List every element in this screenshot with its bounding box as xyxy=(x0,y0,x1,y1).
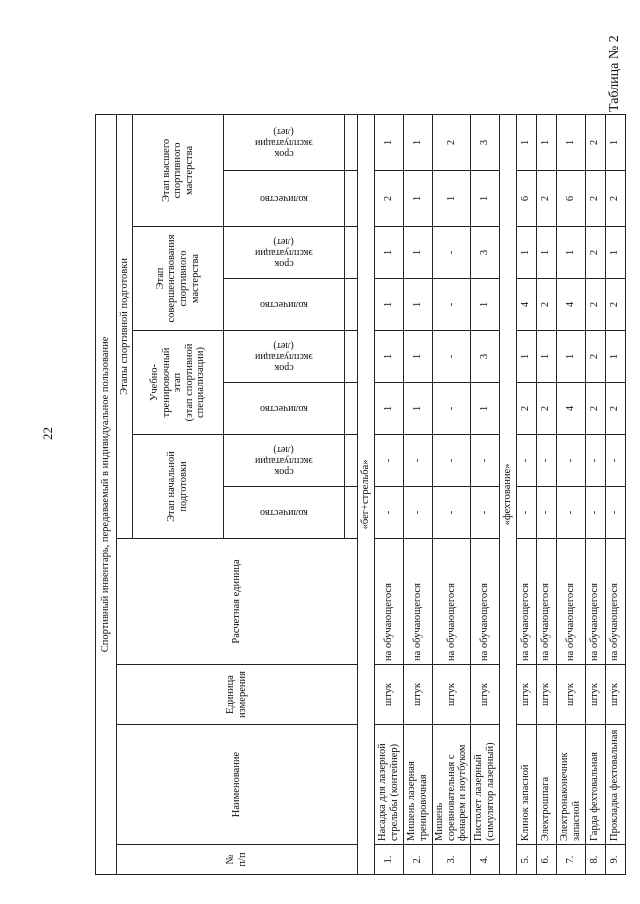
period-cell: 1 xyxy=(605,227,625,279)
item-calc-unit: на обучающегося xyxy=(516,539,536,665)
item-name: Гарда фехтовальная xyxy=(585,725,605,845)
item-calc-unit: на обучающегося xyxy=(536,539,556,665)
item-unit: штук xyxy=(516,665,536,725)
qty-cell: 4 xyxy=(556,383,585,435)
qty-cell: 1 xyxy=(375,383,404,435)
qty-cell: 1 xyxy=(470,383,499,435)
item-unit: штук xyxy=(536,665,556,725)
item-name: Электрошпага xyxy=(536,725,556,845)
qty-cell: 1 xyxy=(404,279,433,331)
qty-cell: 1 xyxy=(375,279,404,331)
section-title: «фехтование» xyxy=(499,114,516,874)
period-cell: 1 xyxy=(375,227,404,279)
header-num xyxy=(117,845,358,875)
header-qty-text: количество xyxy=(260,507,308,518)
row-number: 8. xyxy=(585,845,605,875)
period-cell: 1 xyxy=(404,331,433,383)
period-cell: - xyxy=(375,435,404,487)
period-cell: 3 xyxy=(470,331,499,383)
period-cell: 1 xyxy=(556,331,585,383)
item-name: Мишень лазерная тренировочная xyxy=(404,725,433,845)
period-cell: - xyxy=(433,227,471,279)
item-name: Электронаконечник запасной xyxy=(556,725,585,845)
period-cell: 1 xyxy=(404,227,433,279)
item-name: Мишень соревновательная с фонарем и ноутбуком xyxy=(433,725,471,845)
period-cell: 1 xyxy=(536,331,556,383)
item-calc-unit: на обучающегося xyxy=(404,539,433,665)
qty-cell: 4 xyxy=(556,279,585,331)
qty-cell: - xyxy=(433,383,471,435)
item-calc-unit: на обучающегося xyxy=(605,539,625,665)
item-calc-unit: на обучающегося xyxy=(585,539,605,665)
header-num-text: № п/п xyxy=(225,852,248,867)
qty-cell: 2 xyxy=(536,383,556,435)
header-period-stage-3 xyxy=(224,227,345,279)
period-cell: 1 xyxy=(536,114,556,170)
period-cell: 1 xyxy=(536,227,556,279)
period-cell: - xyxy=(404,435,433,487)
qty-cell: 1 xyxy=(470,171,499,227)
period-cell: 2 xyxy=(585,114,605,170)
header-period-stage-4 xyxy=(224,114,345,170)
period-cell: 1 xyxy=(556,114,585,170)
item-calc-unit: на обучающегося xyxy=(433,539,471,665)
section-row xyxy=(358,114,375,874)
period-cell: 1 xyxy=(375,114,404,170)
qty-cell: - xyxy=(470,487,499,539)
table-row xyxy=(585,114,605,874)
row-number: 4. xyxy=(470,845,499,875)
qty-cell: - xyxy=(375,487,404,539)
period-cell: 1 xyxy=(516,331,536,383)
header-unit xyxy=(117,665,358,725)
header-unit-text: Единица измерения xyxy=(225,671,248,718)
header-qty-text: количество xyxy=(260,403,308,414)
header-qty-stage-3 xyxy=(224,279,345,331)
qty-cell: 1 xyxy=(404,383,433,435)
header-qty-stage-1 xyxy=(224,487,345,539)
row-number: 1. xyxy=(375,845,404,875)
period-cell: - xyxy=(433,435,471,487)
qty-cell: 1 xyxy=(433,171,471,227)
qty-cell: 2 xyxy=(585,383,605,435)
item-unit: штук xyxy=(433,665,471,725)
item-name: Клинок запасной xyxy=(516,725,536,845)
period-cell: - xyxy=(585,435,605,487)
period-cell: 1 xyxy=(556,227,585,279)
qty-cell: 2 xyxy=(585,171,605,227)
header-stage-2 xyxy=(133,331,224,435)
qty-cell: 2 xyxy=(605,279,625,331)
row-number: 2. xyxy=(404,845,433,875)
item-unit: штук xyxy=(470,665,499,725)
header-name: Наименование xyxy=(117,725,358,845)
qty-cell: 2 xyxy=(516,383,536,435)
row-number: 3. xyxy=(433,845,471,875)
qty-cell: 2 xyxy=(585,279,605,331)
qty-cell: 1 xyxy=(404,171,433,227)
qty-cell: 2 xyxy=(536,171,556,227)
qty-cell: - xyxy=(433,487,471,539)
table-row xyxy=(605,114,625,874)
item-calc-unit: на обучающегося xyxy=(375,539,404,665)
inventory-table xyxy=(95,114,626,875)
section-title: «бег+стрельба» xyxy=(358,114,375,874)
item-unit: штук xyxy=(556,665,585,725)
item-name: Насадка для лазерной стрельбы (контейнер) xyxy=(375,725,404,845)
header-qty-stage-2 xyxy=(224,383,345,435)
row-number: 6. xyxy=(536,845,556,875)
item-unit: штук xyxy=(404,665,433,725)
qty-cell: 2 xyxy=(605,171,625,227)
header-period-stage-2 xyxy=(224,331,345,383)
row-number: 5. xyxy=(516,845,536,875)
period-cell: - xyxy=(605,435,625,487)
period-cell: - xyxy=(516,435,536,487)
row-number: 9. xyxy=(605,845,625,875)
header-stage-4 xyxy=(133,114,224,226)
header-stage-3-text: Этап совершенствования спортивного мастерства xyxy=(154,234,201,323)
section-row xyxy=(499,114,516,874)
period-cell: 1 xyxy=(516,227,536,279)
header-period-stage-1 xyxy=(224,435,345,487)
table-row xyxy=(516,114,536,874)
header-qty-text: количество xyxy=(260,193,308,204)
qty-cell: - xyxy=(556,487,585,539)
item-name: Пистолет лазерный (симулятор лазерный) xyxy=(470,725,499,845)
header-stage-2-text: Учебно- тренировочный этап (этап спортивной специализации) xyxy=(149,343,207,422)
header-stage-1-text: Этап начальной подготовки xyxy=(166,451,189,522)
header-stage-4-text: Этап высшего спортивного мастерства xyxy=(160,138,195,202)
period-cell: - xyxy=(470,435,499,487)
period-cell: 2 xyxy=(585,331,605,383)
qty-cell: 2 xyxy=(375,171,404,227)
qty-cell: - xyxy=(404,487,433,539)
qty-cell: - xyxy=(433,279,471,331)
period-cell: 1 xyxy=(375,331,404,383)
item-calc-unit: на обучающегося xyxy=(470,539,499,665)
item-unit: штук xyxy=(375,665,404,725)
period-cell: - xyxy=(433,331,471,383)
qty-cell: 4 xyxy=(516,279,536,331)
qty-cell: - xyxy=(585,487,605,539)
period-cell: - xyxy=(556,435,585,487)
item-calc-unit: на обучающегося xyxy=(556,539,585,665)
header-period-text: срок эксплуатации (лет) xyxy=(255,444,313,477)
qty-cell: 6 xyxy=(516,171,536,227)
table-row xyxy=(536,114,556,874)
table-title: Спортивный инвентарь, передаваемый в индивидуальное пользование xyxy=(96,114,117,874)
page-number: 22 xyxy=(40,427,55,440)
inventory-table-wrapper xyxy=(95,115,621,875)
table-row xyxy=(404,114,433,874)
table-row xyxy=(470,114,499,874)
header-stage-3 xyxy=(133,227,224,331)
qty-cell: - xyxy=(536,487,556,539)
header-period-text: срок эксплуатации (лет) xyxy=(255,236,313,269)
period-cell: 1 xyxy=(404,114,433,170)
qty-cell: - xyxy=(516,487,536,539)
header-qty-text: количество xyxy=(260,299,308,310)
header-period-text: срок эксплуатации (лет) xyxy=(255,340,313,373)
table-row xyxy=(375,114,404,874)
qty-cell: - xyxy=(605,487,625,539)
header-period-text: срок эксплуатации (лет) xyxy=(255,125,313,159)
table-row xyxy=(433,114,471,874)
table-row xyxy=(556,114,585,874)
period-cell: 3 xyxy=(470,227,499,279)
item-unit: штук xyxy=(605,665,625,725)
qty-cell: 2 xyxy=(605,383,625,435)
header-stage-1 xyxy=(133,435,224,539)
table-caption: Таблица № 2 xyxy=(607,35,622,112)
header-qty-stage-4 xyxy=(224,171,345,227)
qty-cell: 2 xyxy=(536,279,556,331)
item-unit: штук xyxy=(585,665,605,725)
qty-cell: 6 xyxy=(556,171,585,227)
item-name: Прокладка фехтовальная xyxy=(605,725,625,845)
period-cell: 1 xyxy=(605,331,625,383)
period-cell: 1 xyxy=(516,114,536,170)
header-stages-group: Этапы спортивной подготовки xyxy=(117,114,133,538)
period-cell: 2 xyxy=(433,114,471,170)
qty-cell: 1 xyxy=(470,279,499,331)
period-cell: 3 xyxy=(470,114,499,170)
period-cell: 1 xyxy=(605,114,625,170)
header-calc-unit: Расчетная единица xyxy=(117,539,358,665)
period-cell: - xyxy=(536,435,556,487)
row-number: 7. xyxy=(556,845,585,875)
period-cell: 2 xyxy=(585,227,605,279)
